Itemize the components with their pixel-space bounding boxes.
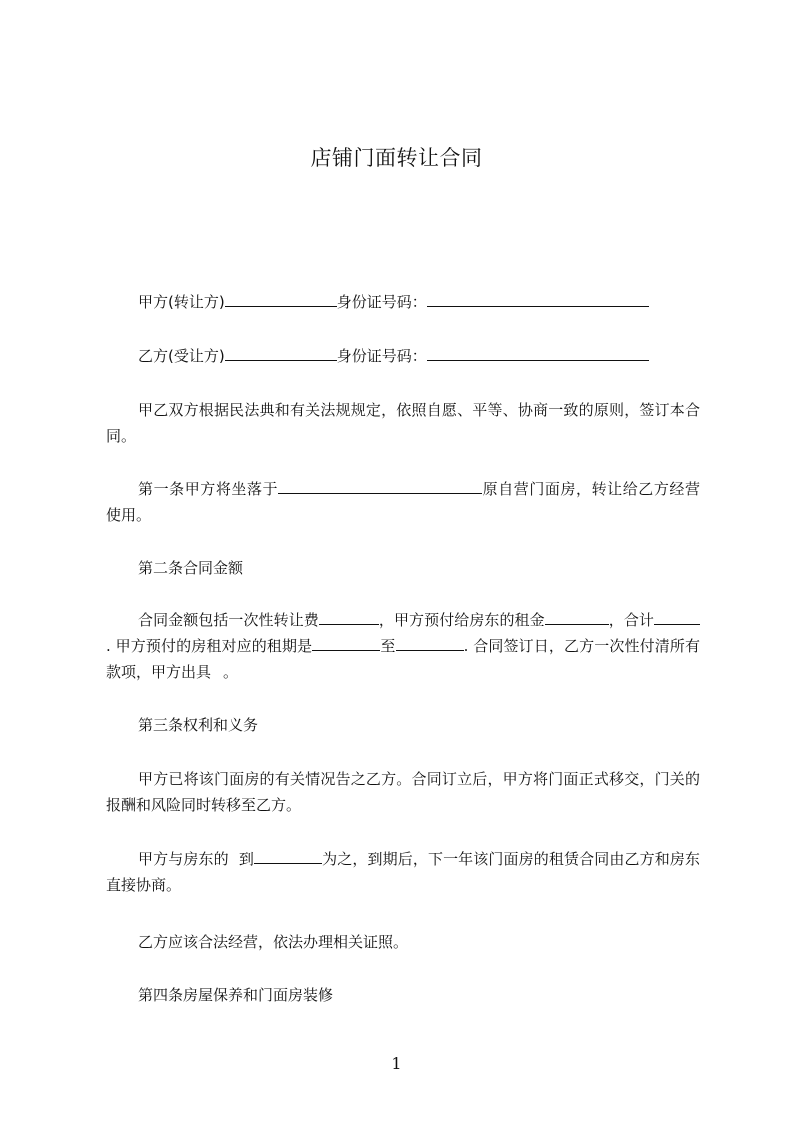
article-1-pre: 第一条甲方将坐落于	[138, 480, 279, 498]
lease-until-blank[interactable]	[254, 849, 322, 864]
prepaid-rent-blank[interactable]	[545, 610, 609, 625]
article-1	[106, 476, 700, 528]
party-a-id-blank[interactable]	[427, 292, 649, 307]
lease-date-blank[interactable]	[229, 850, 239, 864]
article-4-heading: 第四条房屋保养和门面房装修	[138, 986, 334, 1004]
party-a-name-blank[interactable]	[225, 292, 337, 307]
party-b-id-label: 身份证号码：	[336, 347, 427, 365]
article-2-t3: ，合计	[608, 611, 654, 629]
document-title: 店铺门面转让合同	[310, 146, 483, 170]
article-3-p2b: 到	[238, 850, 254, 868]
lease-start-blank[interactable]	[312, 636, 380, 651]
article-3-p2c: 为之，到期后，下一年该门面房的租赁合同由乙方和房东直接协商。	[106, 850, 700, 894]
party-b-id-blank[interactable]	[427, 346, 649, 361]
article-3-p3: 乙方应该合法经营，依法办理相关证照。	[138, 933, 409, 951]
party-a-line	[138, 291, 649, 312]
lease-end-blank[interactable]	[396, 636, 464, 651]
article-3-p2	[106, 846, 700, 898]
party-b-name-blank[interactable]	[225, 346, 337, 361]
article-2-heading: 第二条合同金额	[138, 559, 244, 577]
article-2-t1: 合同金额包括一次性转让费	[138, 611, 319, 629]
article-2-body	[106, 607, 700, 685]
party-b-line	[138, 345, 649, 366]
article-3-p1: 甲方已将该门面房的有关情况告之乙方。合同订立后，甲方将门面正式移交，门关的报酬和风险同时转移至乙方。	[106, 770, 700, 814]
article-1-post: 原自营门面房，转让给乙方经营使用。	[106, 480, 700, 524]
preamble: 甲乙双方根据民法典和有关法规规定，依照自愿、平等、协商一致的原则，签订本合同。	[106, 401, 700, 445]
total-blank[interactable]	[654, 610, 700, 625]
article-2-t2: ，甲方预付给房东的租金	[378, 611, 545, 629]
party-a-id-label: 身份证号码：	[336, 293, 427, 311]
article-2-t4: . 甲方预付的房租对应的租期是	[106, 637, 313, 655]
article-3-heading: 第三条权利和义务	[138, 716, 259, 734]
transfer-fee-blank[interactable]	[319, 610, 379, 625]
article-2-t5: 至	[380, 637, 396, 655]
location-blank[interactable]	[278, 479, 482, 494]
article-3-p2a: 甲方与房东的	[138, 850, 229, 868]
article-2-t6: . 合同签订日，乙方一次性付清所有款项，甲方出具	[106, 637, 700, 681]
party-a-label: 甲方(转让方)	[138, 293, 225, 311]
party-b-label: 乙方(受让方)	[138, 347, 225, 365]
article-2-t7: 。	[223, 663, 239, 681]
receipt-blank[interactable]	[211, 663, 223, 677]
page-number: 1	[391, 1054, 402, 1073]
